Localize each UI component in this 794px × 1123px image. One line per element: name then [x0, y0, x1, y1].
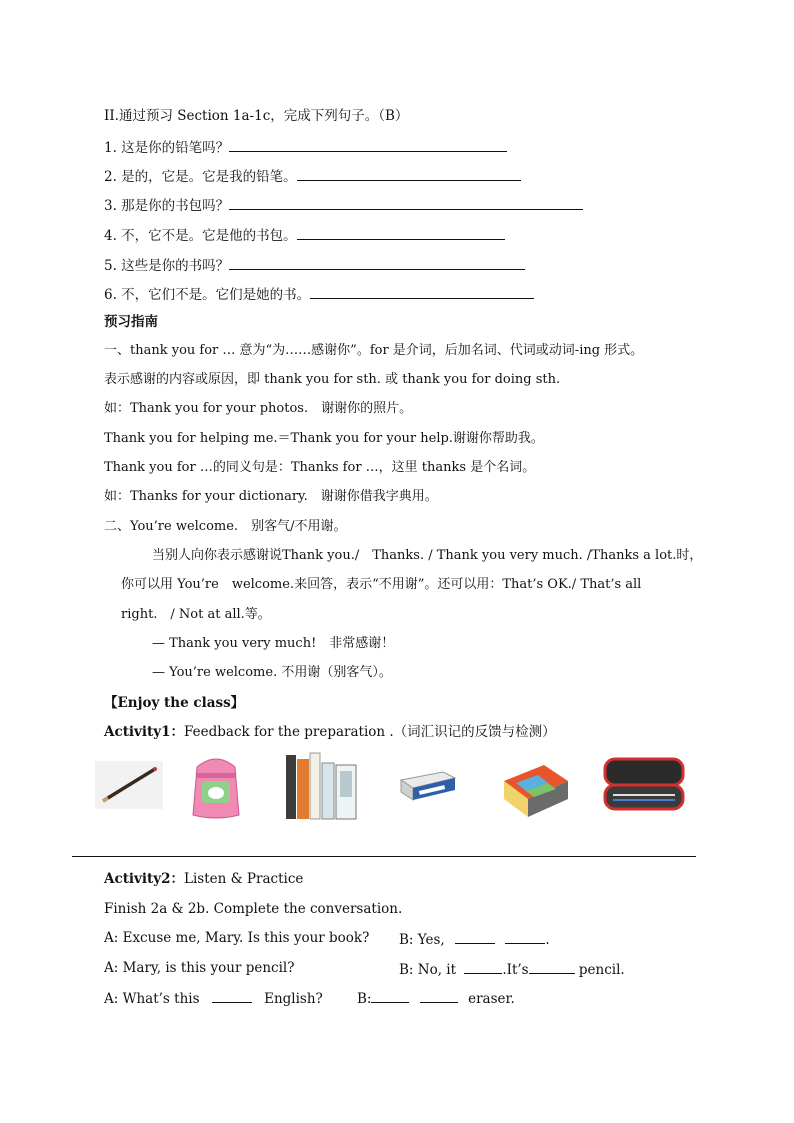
guide-paragraph: Thank you for …的同义句是：Thanks for …，这里 thanks 是个名词。 — [104, 460, 536, 475]
guide-paragraph: — Thank you very much! 非常感谢！ — [152, 636, 395, 651]
answer-blank[interactable] — [297, 225, 505, 240]
guide-paragraph: 一、thank you for … 意为“为……感谢你”。for 是介词，后加名词、代词或动词-ing 形式。 — [104, 343, 644, 358]
pencil-icon — [95, 761, 163, 809]
books-icon — [282, 749, 362, 823]
dictionary-icon — [498, 757, 572, 823]
answer-blank[interactable] — [229, 255, 525, 270]
exercise-text: 5. 这些是你的书吗？ — [104, 258, 230, 274]
dialogue-1-b: B: Yes, . — [399, 929, 550, 949]
guide-paragraph: 你可以用 You’re welcome.来回答，表示“不用谢”。还可以用：That’s OK./ That’s all — [121, 577, 642, 592]
enjoy-title: 【Enjoy the class】 — [104, 695, 245, 711]
activity2-label: Activity2： — [104, 871, 185, 887]
answer-blank[interactable] — [455, 929, 495, 944]
dialogue-text: .It’s — [502, 962, 529, 978]
section-heading: II.通过预习 Section 1a-1c，完成下列句子。（B） — [104, 108, 409, 124]
exercise-text: 1. 这是你的铅笔吗？ — [104, 140, 230, 156]
page-divider — [72, 856, 696, 857]
answer-blank[interactable] — [310, 284, 534, 299]
activity1-label: Activity1： — [104, 724, 185, 740]
exercise-item-1 — [104, 137, 507, 157]
guide-paragraph: 如：Thanks for your dictionary. 谢谢你借我字典用。 — [104, 489, 438, 504]
pencil-box-icon — [601, 755, 687, 815]
exercise-text: 6. 不，它们不是。它们是她的书。 — [104, 287, 311, 303]
dialogue-text: pencil. — [578, 962, 625, 978]
answer-blank[interactable] — [464, 959, 502, 974]
answer-blank[interactable] — [420, 988, 458, 1003]
activity1-line — [104, 723, 556, 741]
exercise-item-6 — [104, 284, 534, 304]
answer-blank[interactable] — [371, 988, 409, 1003]
schoolbag-icon — [183, 749, 249, 821]
dialogue-2-a: A: Mary, is this your pencil? — [104, 960, 295, 976]
dialogue-3-b — [357, 988, 515, 1008]
exercise-item-3 — [104, 195, 583, 215]
answer-blank[interactable] — [505, 929, 545, 944]
dialogue-1-a: A: Excuse me, Mary. Is this your book? — [104, 930, 370, 946]
exercise-text: 4. 不，它不是。它是他的书包。 — [104, 228, 297, 244]
exercise-text: 3. 那是你的书包吗？ — [104, 198, 230, 214]
guide-paragraph: right. / Not at all.等。 — [121, 607, 271, 622]
guide-paragraph: Thank you for helping me.＝Thank you for your help.谢谢你帮助我。 — [104, 431, 544, 446]
activity1-text: Feedback for the preparation .（词汇识记的反馈与检测） — [184, 724, 556, 740]
answer-blank[interactable] — [229, 137, 507, 152]
exercise-item-2 — [104, 166, 521, 186]
activity2-line — [104, 870, 303, 888]
activity2-instruction: Finish 2a & 2b. Complete the conversation. — [104, 901, 403, 917]
answer-blank[interactable] — [229, 195, 583, 210]
dialogue-text: B: — [357, 991, 372, 1007]
guide-paragraph: 如：Thank you for your photos. 谢谢你的照片。 — [104, 401, 413, 416]
dialogue-2-b — [399, 959, 625, 979]
dialogue-text: A: What’s this — [104, 991, 200, 1007]
activity2-title: Listen & Practice — [184, 871, 304, 887]
exercise-text: 2. 是的，它是。它是我的铅笔。 — [104, 169, 297, 185]
eraser-icon — [395, 764, 459, 806]
exercise-item-4 — [104, 225, 505, 245]
dialogue-3-a — [104, 988, 323, 1008]
dialogue-text: eraser. — [468, 991, 515, 1007]
answer-blank[interactable] — [212, 988, 252, 1003]
exercise-item-5 — [104, 255, 525, 275]
answer-blank[interactable] — [529, 959, 575, 974]
guide-paragraph: 当别人向你表示感谢说Thank you./ Thanks. / Thank you very much. /Thanks a lot.时， — [152, 548, 703, 563]
guide-paragraph: 表示感谢的内容或原因，即 thank you for sth. 或 thank you for doing sth. — [104, 372, 561, 387]
dialogue-text: B: No, it — [399, 962, 457, 978]
answer-blank[interactable] — [297, 166, 521, 181]
dialogue-text: English? — [264, 991, 323, 1007]
guide-paragraph: 二、You’re welcome. 别客气/不用谢。 — [104, 519, 347, 534]
dialogue-text: B: Yes, — [399, 932, 445, 948]
guide-paragraph: — You’re welcome. 不用谢（别客气）。 — [152, 665, 392, 680]
guide-title: 预习指南 — [104, 314, 158, 330]
